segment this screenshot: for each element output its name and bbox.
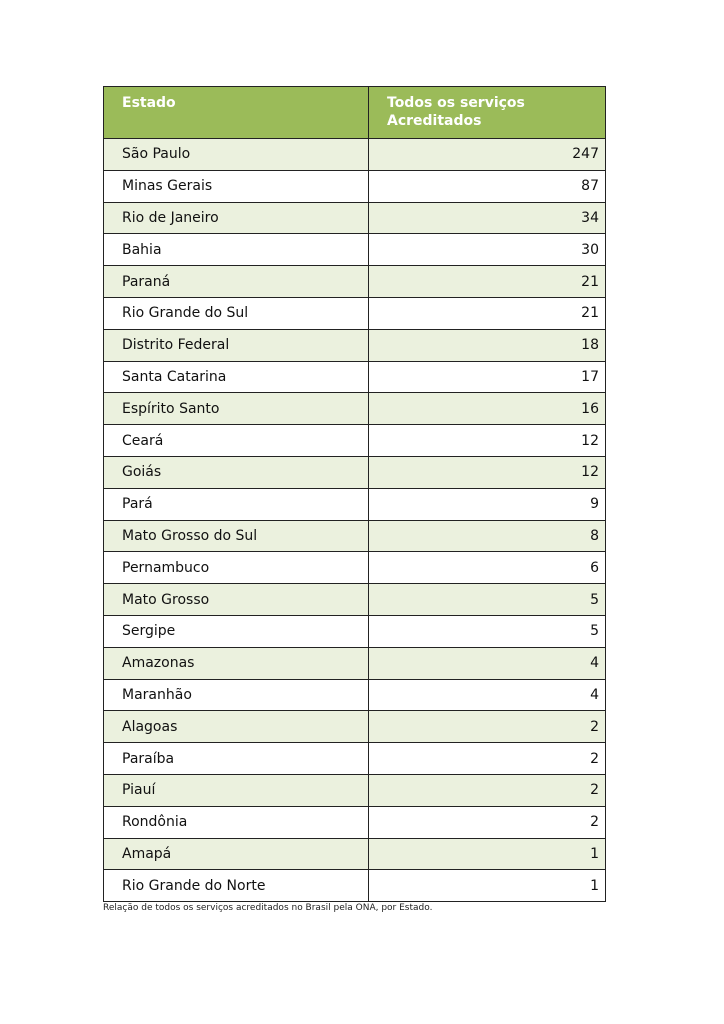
table-row bbox=[104, 170, 606, 202]
state-name-cell: Distrito Federal bbox=[104, 329, 369, 361]
table-row bbox=[104, 520, 606, 552]
service-count-cell: 2 bbox=[369, 743, 606, 775]
state-name-cell: Amapá bbox=[104, 838, 369, 870]
table-row bbox=[104, 393, 606, 425]
service-count-cell: 30 bbox=[369, 234, 606, 266]
service-count-cell: 17 bbox=[369, 361, 606, 393]
state-name-cell: Bahia bbox=[104, 234, 369, 266]
service-count-cell: 34 bbox=[369, 202, 606, 234]
service-count-cell: 2 bbox=[369, 711, 606, 743]
accreditation-table bbox=[103, 86, 606, 902]
service-count-cell: 12 bbox=[369, 425, 606, 457]
header-row bbox=[104, 87, 606, 139]
table-header bbox=[104, 87, 606, 139]
service-count-cell: 1 bbox=[369, 870, 606, 902]
service-count-cell: 8 bbox=[369, 520, 606, 552]
table-row bbox=[104, 743, 606, 775]
state-name-cell: Rio de Janeiro bbox=[104, 202, 369, 234]
table-row bbox=[104, 456, 606, 488]
service-count-cell: 2 bbox=[369, 774, 606, 806]
state-name-cell: Maranhão bbox=[104, 679, 369, 711]
state-name-cell: Goiás bbox=[104, 456, 369, 488]
service-count-cell: 1 bbox=[369, 838, 606, 870]
state-name-cell: Pará bbox=[104, 488, 369, 520]
state-name-cell: Minas Gerais bbox=[104, 170, 369, 202]
state-name-cell: Paraná bbox=[104, 266, 369, 298]
state-name-cell: Mato Grosso bbox=[104, 584, 369, 616]
table-row bbox=[104, 266, 606, 298]
table-row bbox=[104, 425, 606, 457]
service-count-cell: 2 bbox=[369, 806, 606, 838]
state-name-cell: Espírito Santo bbox=[104, 393, 369, 425]
state-name-cell: Ceará bbox=[104, 425, 369, 457]
state-name-cell: Rio Grande do Sul bbox=[104, 297, 369, 329]
state-name-cell: Alagoas bbox=[104, 711, 369, 743]
service-count-cell: 16 bbox=[369, 393, 606, 425]
header-estado: Estado bbox=[104, 87, 369, 139]
state-name-cell: São Paulo bbox=[104, 139, 369, 171]
table-row bbox=[104, 329, 606, 361]
table-row bbox=[104, 139, 606, 171]
table-row bbox=[104, 806, 606, 838]
table-row bbox=[104, 615, 606, 647]
table-row bbox=[104, 711, 606, 743]
table-row bbox=[104, 297, 606, 329]
service-count-cell: 4 bbox=[369, 679, 606, 711]
table-row bbox=[104, 234, 606, 266]
service-count-cell: 21 bbox=[369, 297, 606, 329]
table-row bbox=[104, 552, 606, 584]
state-name-cell: Rondônia bbox=[104, 806, 369, 838]
state-name-cell: Mato Grosso do Sul bbox=[104, 520, 369, 552]
table-row bbox=[104, 679, 606, 711]
table-body bbox=[104, 139, 606, 902]
service-count-cell: 247 bbox=[369, 139, 606, 171]
table-row bbox=[104, 488, 606, 520]
state-name-cell: Rio Grande do Norte bbox=[104, 870, 369, 902]
state-name-cell: Sergipe bbox=[104, 615, 369, 647]
table-row bbox=[104, 361, 606, 393]
table-row bbox=[104, 202, 606, 234]
table-row bbox=[104, 774, 606, 806]
table-row bbox=[104, 584, 606, 616]
state-name-cell: Pernambuco bbox=[104, 552, 369, 584]
service-count-cell: 87 bbox=[369, 170, 606, 202]
service-count-cell: 6 bbox=[369, 552, 606, 584]
header-total-acreditados: Todos os serviços Acreditados bbox=[369, 87, 606, 139]
service-count-cell: 9 bbox=[369, 488, 606, 520]
table-caption: Relação de todos os serviços acreditados no Brasil pela ONA, por Estado. bbox=[103, 903, 433, 913]
state-name-cell: Amazonas bbox=[104, 647, 369, 679]
service-count-cell: 18 bbox=[369, 329, 606, 361]
service-count-cell: 21 bbox=[369, 266, 606, 298]
state-name-cell: Santa Catarina bbox=[104, 361, 369, 393]
table-row bbox=[104, 838, 606, 870]
state-name-cell: Piauí bbox=[104, 774, 369, 806]
service-count-cell: 5 bbox=[369, 615, 606, 647]
table-row bbox=[104, 647, 606, 679]
service-count-cell: 5 bbox=[369, 584, 606, 616]
table-row bbox=[104, 870, 606, 902]
service-count-cell: 4 bbox=[369, 647, 606, 679]
service-count-cell: 12 bbox=[369, 456, 606, 488]
state-name-cell: Paraíba bbox=[104, 743, 369, 775]
accreditation-table-container bbox=[103, 86, 605, 902]
